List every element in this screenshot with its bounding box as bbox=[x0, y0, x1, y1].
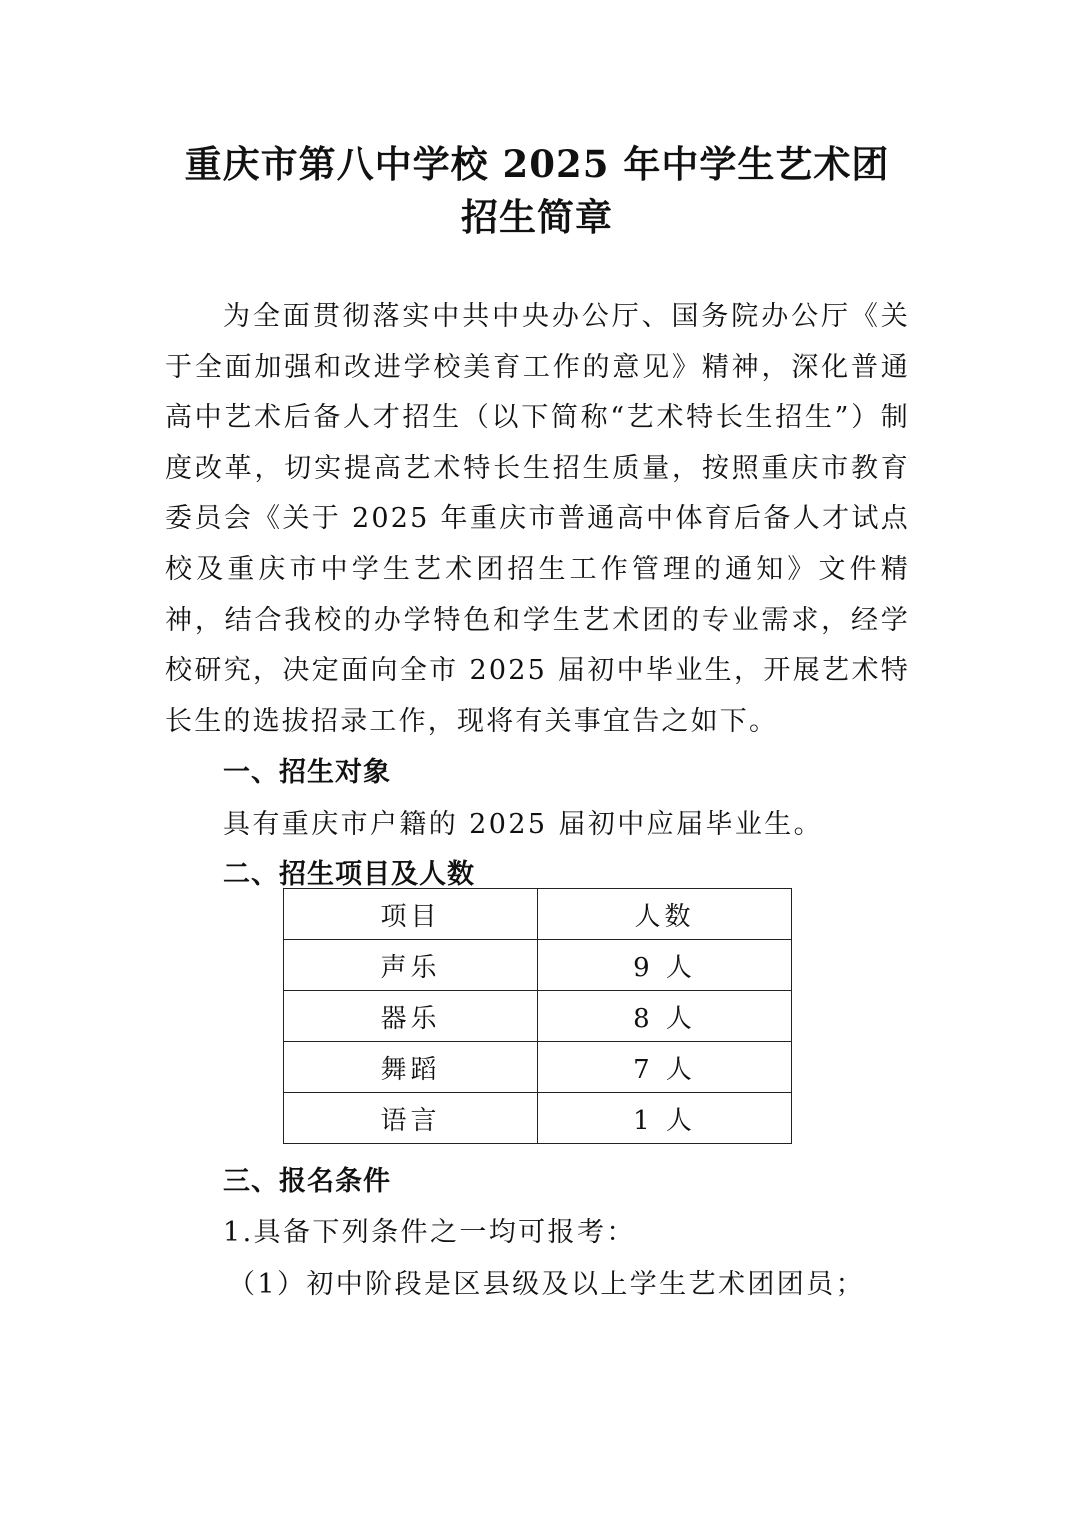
table-row bbox=[284, 991, 792, 1042]
project-cell: 声乐 bbox=[284, 940, 538, 991]
column-header-project: 项目 bbox=[284, 889, 538, 940]
column-header-count: 人数 bbox=[538, 889, 792, 940]
section-heading-conditions: 三、报名条件 bbox=[223, 1166, 391, 1197]
quota-table bbox=[283, 888, 792, 1144]
count-cell: 8 人 bbox=[538, 991, 792, 1042]
table-row bbox=[284, 1042, 792, 1093]
condition-item-1-sub-1: （1）初中阶段是区县级及以上学生艺术团团员； bbox=[228, 1269, 865, 1300]
intro-paragraph: 为全面贯彻落实中共中央办公厅、国务院办公厅《关于全面加强和改进学校美育工作的意见》精神，深化普通高中艺术后备人才招生（以下简称“艺术特长生招生”）制度改革，切实提高艺术特长生招生质量，按照重庆市教育委员会《关于 2025 年重庆市普通高中体育后备人才试点校及重庆市中学生艺术团招生工作管理的通知》文件精神，结合我校的办学特色和学生艺术团的专业需求，经学校研究，决定面向全市 2025 届初中毕业生，开展艺术特长生的选拔招录工作，现将有关事宜告之如下。 bbox=[165, 301, 910, 737]
condition-item-1: 1.具备下列条件之一均可报考： bbox=[223, 1217, 636, 1248]
table-header-row bbox=[284, 889, 792, 940]
table-row bbox=[284, 940, 792, 991]
target-description: 具有重庆市户籍的 2025 届初中应届毕业生。 bbox=[223, 809, 824, 840]
count-cell: 1 人 bbox=[538, 1093, 792, 1144]
section-heading-target: 一、招生对象 bbox=[223, 757, 391, 788]
project-cell: 器乐 bbox=[284, 991, 538, 1042]
section-heading-quota: 二、招生项目及人数 bbox=[223, 859, 475, 890]
document-title-line-2: 招生简章 bbox=[461, 195, 613, 239]
count-cell: 7 人 bbox=[538, 1042, 792, 1093]
table-row bbox=[284, 1093, 792, 1144]
project-cell: 语言 bbox=[284, 1093, 538, 1144]
document-title-line-1: 重庆市第八中学校 2025 年中学生艺术团 bbox=[184, 142, 890, 186]
project-cell: 舞蹈 bbox=[284, 1042, 538, 1093]
count-cell: 9 人 bbox=[538, 940, 792, 991]
